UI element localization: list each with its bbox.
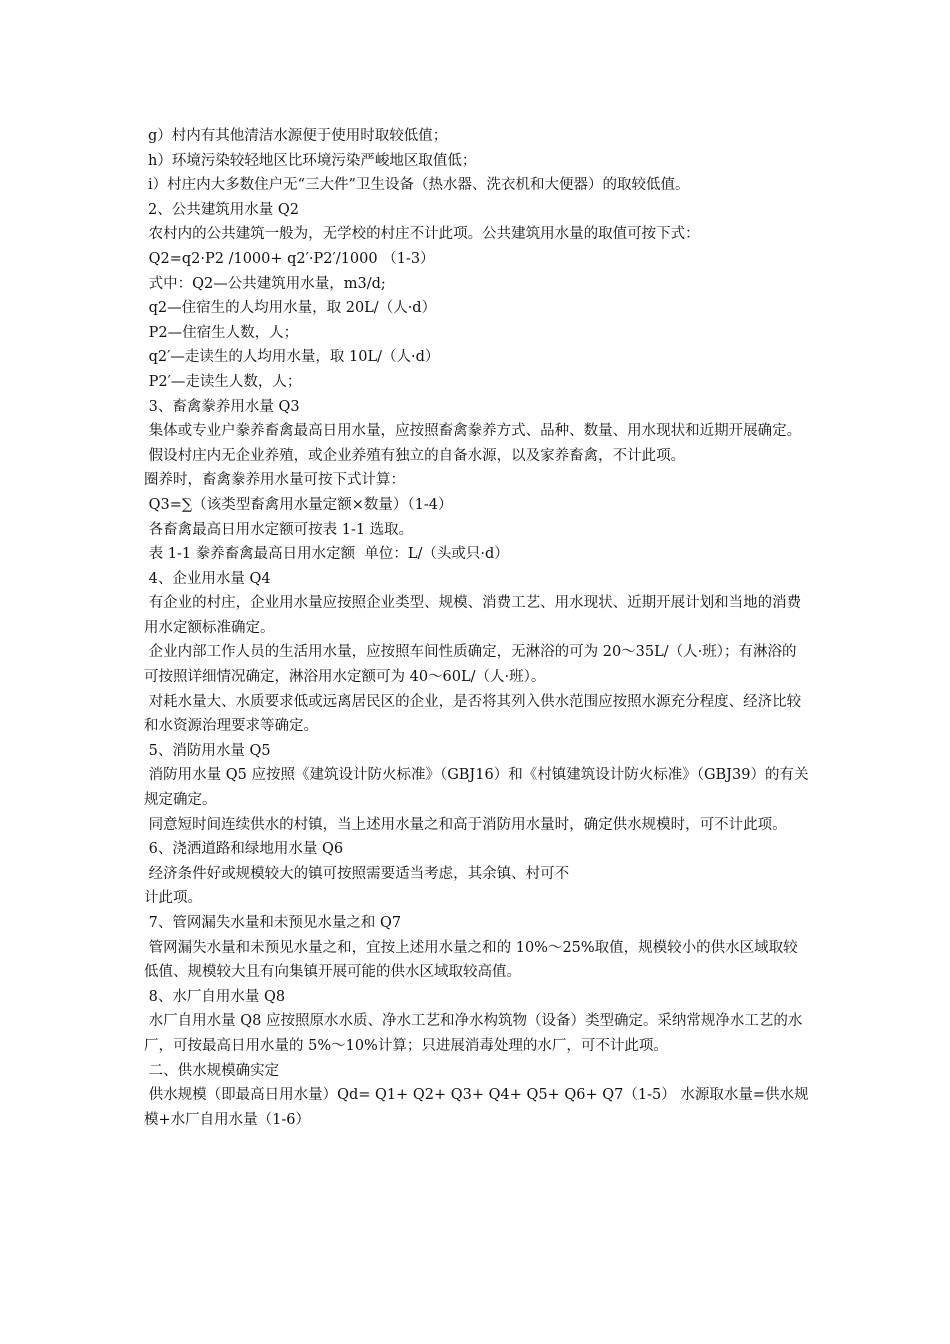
text-line: 表 1-1 豢养畜禽最高日用水定额 单位：L/（头或只·d） — [144, 546, 509, 563]
text-line: 圈养时，畜禽豢养用水量可按下式计算： — [144, 472, 405, 489]
text-line: i）村庄内大多数住户无“三大件”卫生设备（热水器、洗衣机和大便器）的取较低值。 — [148, 177, 690, 194]
text-line: 农村内的公共建筑一般为，无学校的村庄不计此项。公共建筑用水量的取值可按下式： — [144, 226, 700, 243]
text-line: q2′—走读生的人均用水量，取 10L/（人·d） — [144, 349, 440, 366]
text-line: 集体或专业户豢养畜禽最高日用水量，应按照畜禽豢养方式、品种、数量、用水现状和近期开展确定。 — [144, 423, 802, 440]
text-line: 4、企业用水量 Q4 — [144, 570, 271, 587]
text-line: 8、水厂自用水量 Q8 — [144, 988, 286, 1005]
text-line: g）村内有其他清洁水源便于使用时取较低值； — [148, 128, 448, 144]
text-line: q2—住宿生的人均用水量，取 20L/（人·d） — [144, 300, 437, 317]
text-line: Q2=q2·P2 /1000+ q2′·P2′/1000 （1-3） — [144, 250, 435, 267]
text-line: h）环境污染较轻地区比环境污染严峻地区取值低； — [148, 152, 477, 169]
text-line: 水厂自用水量 Q8 应按照原水水质、净水工艺和净水构筑物（设备）类型确定。采纳常规净水工艺的水厂，可按最高日用水量的 5%～10%计算；只进展消毒处理的水厂，可不计此项。 — [144, 1013, 803, 1054]
text-line: 假设村庄内无企业养殖，或企业养殖有独立的自备水源，以及家养畜禽，不计此项。 — [144, 447, 686, 464]
text-line: 各畜禽最高日用水定额可按表 1-1 选取。 — [144, 521, 414, 538]
text-line: 对耗水量大、水质要求低或远离居民区的企业，是否将其列入供水范围应按照水源充分程度、经济比较和水资源治理要求等确定。 — [144, 693, 802, 735]
text-line: 同意短时间连续供水的村镇，当上述用水量之和高于消防用水量时，确定供水规模时，可不计此项。 — [144, 816, 787, 833]
text-line: 3、畜禽豢养用水量 Q3 — [144, 398, 300, 415]
text-line: 7、管网漏失水量和未预见水量之和 Q7 — [144, 915, 402, 931]
text-line: 2、公共建筑用水量 Q2 — [148, 201, 299, 218]
text-line: 消防用水量 Q5 应按照《建筑设计防火标准》（GBJ16）和《村镇建筑设计防火标准》（GBJ39）的有关规定确定。 — [144, 767, 809, 809]
text-line: 二、供水规模确实定 — [144, 1062, 280, 1079]
text-line: 经济条件好或规模较大的镇可按照需要适当考虑，其余镇、村可不 — [144, 865, 570, 882]
text-line: 5、消防用水量 Q5 — [144, 742, 271, 759]
text-line: 供水规模（即最高日用水量）Qd= Q1+ Q2+ Q3+ Q4+ Q5+ Q6+ Q7（1-5） 水源取水量=供水规模+水厂自用水量（1-6） — [144, 1087, 809, 1128]
text-line: 6、浇洒道路和绿地用水量 Q6 — [144, 841, 344, 858]
text-line: P2—住宿生人数，人； — [144, 324, 299, 341]
text-line: P2′—走读生人数，人； — [144, 373, 302, 390]
text-line: Q3=∑（该类型畜禽用水量定额×数量）（1-4） — [144, 496, 453, 513]
text-line: 企业内部工作人员的生活用水量，应按照车间性质确定，无淋浴的可为 20～35L/（人·班）；有淋浴的可按照详细情况确定，淋浴用水定额可为 40～60L/（人·班）。 — [144, 644, 797, 686]
text-line: 计此项。 — [144, 890, 202, 907]
text-line: 管网漏失水量和未预见水量之和，宜按上述用水量之和的 10%～25%取值，规模较小的供水区域取较低值、规模较大且有向集镇开展可能的供水区域取较高值。 — [144, 939, 798, 981]
document-page — [144, 124, 810, 1132]
text-line: 式中：Q2—公共建筑用水量，m3/d; — [144, 275, 386, 292]
text-line: 有企业的村庄，企业用水量应按照企业类型、规模、消费工艺、用水现状、近期开展计划和当地的消费用水定额标准确定。 — [144, 595, 802, 636]
